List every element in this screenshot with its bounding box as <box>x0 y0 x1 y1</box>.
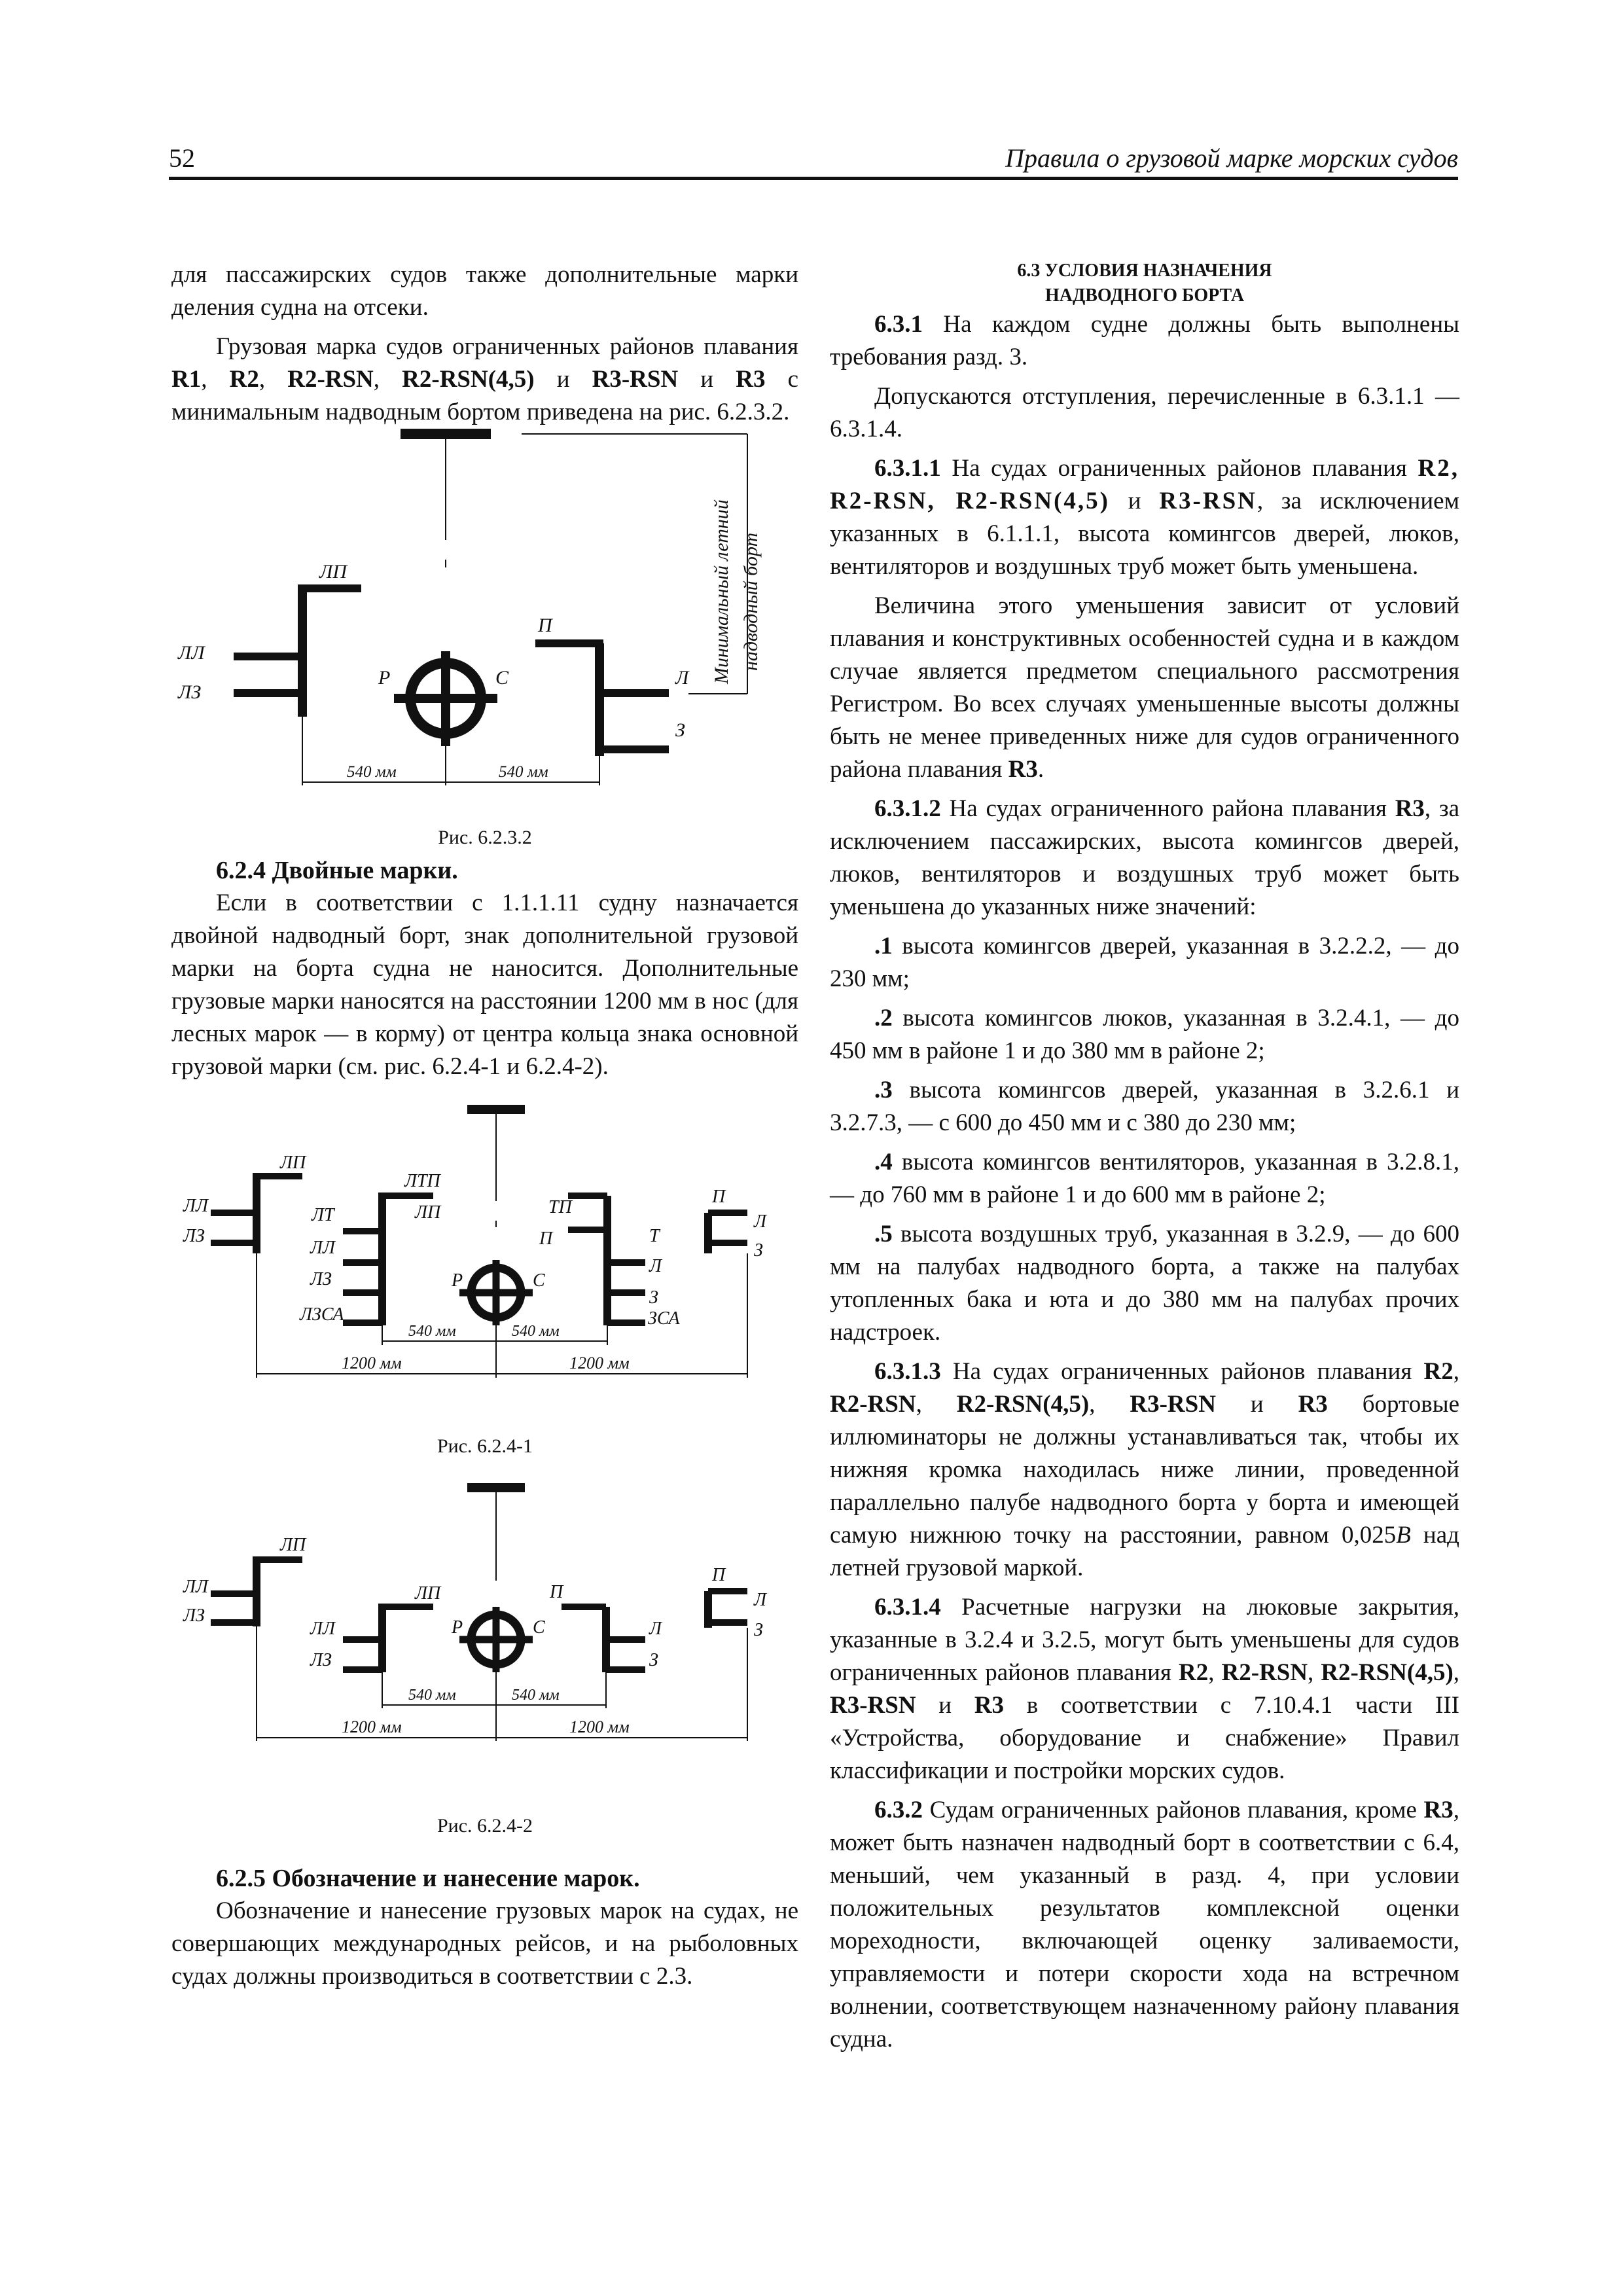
label-ll2: ЛЛ <box>310 1238 335 1258</box>
label-l: Л <box>649 1256 662 1276</box>
figure-6-2-4-1 <box>171 1096 798 1463</box>
label-r: Р <box>452 1617 463 1638</box>
label-lz: ЛЗ <box>178 681 202 703</box>
section-6-3-title: 6.3 УСЛОВИЯ НАЗНАЧЕНИЯ НАДВОДНОГО БОРТА <box>1017 260 1272 306</box>
paragraph: Грузовая марка судов ограниченных районов плавания R1, R2, R2-RSN, R2-RSN(4,5) и R3-RSN и R3 с минимальным надводным бортом приведена на рис. 6.2.3.2. <box>171 333 799 425</box>
label-lz2: ЛЗ <box>310 1269 332 1289</box>
figure-caption: Рис. 6.2.4-2 <box>437 1815 533 1837</box>
dim-1200-b: 1200 мм <box>569 1717 630 1736</box>
header-rule <box>169 177 1458 180</box>
label-p2: П <box>712 1187 726 1207</box>
vertical-label-1: Минимальный летний <box>711 499 732 684</box>
label-lp2: ЛП <box>415 1583 441 1604</box>
left-column <box>171 259 798 1993</box>
label-z2: З <box>754 1620 763 1640</box>
label-p: П <box>538 615 552 636</box>
dim-540-a: 540 мм <box>408 1687 456 1704</box>
paragraph-6-3-1-2: 6.3.1.2 На судах ограниченного района плавания R3, за исключением пассажирских, высота комингсов дверей, люков, вентиляторов и воздушных труб может быть уменьшена до указанных ниже значений: <box>830 795 1459 920</box>
dim-540-a: 540 мм <box>408 1323 456 1340</box>
section-6-2-4-title: 6.2.4 Двойные марки. <box>216 857 458 884</box>
label-lp: ЛП <box>280 1535 306 1555</box>
label-z: З <box>675 719 685 741</box>
label-lp: ЛП <box>280 1153 306 1173</box>
list-item: .1 высота комингсов дверей, указанная в 3.2.2.2, — до 230 мм; <box>830 933 1459 992</box>
label-ll: ЛЛ <box>183 1577 208 1597</box>
dim-540-b: 540 мм <box>512 1323 560 1340</box>
paragraph: Обозначение и нанесение грузовых марок на судах, не совершающих международных рейсов, и на рыболовных судах должны производиться в соответствии с 2.3. <box>171 1897 798 1990</box>
paragraph: Допускаются отступления, перечисленные в 6.3.1.1 — 6.3.1.4. <box>830 383 1459 442</box>
label-lz: ЛЗ <box>183 1226 205 1246</box>
dim-1200-a: 1200 мм <box>342 1717 402 1736</box>
dim-1200-b: 1200 мм <box>569 1354 630 1372</box>
label-lz2: ЛЗ <box>310 1650 332 1670</box>
list-item: .4 высота комингсов вентиляторов, указанная в 3.2.8.1, — до 760 мм в районе 1 и до 600 мм в районе 2; <box>830 1149 1459 1208</box>
label-lp2: ЛП <box>415 1202 441 1223</box>
label-lt: ЛТ <box>312 1205 334 1225</box>
label-s: С <box>495 667 509 689</box>
dim-1200-a: 1200 мм <box>342 1354 402 1372</box>
label-lzsa: ЛЗСА <box>300 1304 344 1325</box>
paragraph: для пассажирских судов также дополнительные марки деления судна на отсеки. <box>171 261 798 321</box>
label-p2: П <box>712 1565 726 1585</box>
label-s: С <box>533 1617 545 1638</box>
label-tp: ТП <box>548 1197 572 1217</box>
double-load-line-diagram-2 <box>171 1476 798 1810</box>
list-item: .5 высота воздушных труб, указанная в 3.2.9, — до 600 мм на палубах надводного борта, а также на палубах утопленных бака и юта и до 380 мм на палубах прочих надстроек. <box>830 1221 1459 1346</box>
label-ltp: ЛТП <box>404 1171 440 1191</box>
label-l: Л <box>649 1619 662 1639</box>
label-l: Л <box>675 667 689 689</box>
double-load-line-diagram-1 <box>171 1096 798 1430</box>
label-z: З <box>649 1650 658 1670</box>
paragraph-6-3-1-3: 6.3.1.3 На судах ограниченных районов плавания R2, R2-RSN, R2-RSN(4,5), R3-RSN и R3 бортовые иллюминаторы не должны устанавливаться так, чтобы их нижняя кромка находилась ниже линии, проведенной параллельно палубе надводного борта у борта и имеющей самую нижнюю точку на расстоянии, равном 0,025B над летней грузовой маркой. <box>830 1358 1459 1581</box>
label-l2: Л <box>754 1211 766 1232</box>
paragraph-6-3-1-1: 6.3.1.1 На судах ограниченных районов плавания R2, R2-RSN, R2-RSN(4,5) и R3-RSN, за исключением указанных в 6.1.1.1, высота комингсов дверей, люков, вентиляторов и воздушных труб может быть уменьшена. <box>830 455 1460 580</box>
label-lz: ЛЗ <box>183 1605 205 1626</box>
section-6-2-5-title: 6.2.5 Обозначение и нанесение марок. <box>216 1865 640 1892</box>
figure-caption: Рис. 6.2.4-1 <box>437 1435 533 1457</box>
label-l2: Л <box>754 1590 766 1610</box>
label-ll: ЛЛ <box>183 1196 208 1216</box>
label-zsa: ЗСА <box>648 1308 680 1329</box>
paragraph: Величина этого уменьшения зависит от условий плавания и конструктивных особенностей судна и в каждом случае является предметом специального рассмотрения Регистром. Во всех случаях уменьшенные высоты должны быть не менее приведенных ниже для судов ограниченного района плавания R3. <box>830 592 1459 783</box>
figure-6-2-3-2 <box>171 429 798 854</box>
vertical-label-2: надводный борт <box>740 532 762 671</box>
list-item: .2 высота комингсов люков, указанная в 3.2.4.1, — до 450 мм в районе 1 и до 380 мм в районе 2; <box>830 1005 1459 1064</box>
label-r: Р <box>378 667 391 689</box>
label-z2: З <box>754 1240 763 1261</box>
label-r: Р <box>452 1270 463 1291</box>
paragraph-6-3-2: 6.3.2 Судам ограниченных районов плавания, кроме R3, может быть назначен надводный борт в соответствии с 6.4, меньший, чем указанный в разд. 4, при условии положительных результатов комплексной оценки мореходности, включающей оценку заливаемости, управляемости и потери скорости хода на встречном волнении, соответствующем назначенному району плавания судна. <box>830 1797 1459 2053</box>
label-p: П <box>550 1582 563 1602</box>
right-column <box>830 259 1459 2056</box>
figure-6-2-4-2 <box>171 1476 798 1842</box>
paragraph-6-3-1-4: 6.3.1.4 Расчетные нагрузки на люковые закрытия, указанные в 3.2.4 и 3.2.5, могут быть уменьшены для судов ограниченных районов плавания R2, R2-RSN, R2-RSN(4,5), R3-RSN и R3 в соответствии с 7.10.4.1 части III «Устройства, оборудование и снабжение» Правил классификации и постройки морских судов. <box>830 1594 1460 1784</box>
figure-caption: Рис. 6.2.3.2 <box>438 827 532 848</box>
page-header <box>169 143 1458 182</box>
label-ll2: ЛЛ <box>310 1619 335 1639</box>
paragraph-6-3-1: 6.3.1 На каждом судне должны быть выполнены требования разд. 3. <box>830 311 1459 370</box>
paragraph: Если в соответствии с 1.1.1.11 судну назначается двойной надводный борт, знак дополнительной грузовой марки на борта судна не наносится. Дополнительные грузовые марки наносятся на расстоянии 1200 мм в нос (для лесных марок — в корму) от центра кольца знака основной грузовой марки (см. рис. 6.2.4-1 и 6.2.4-2). <box>171 889 798 1080</box>
label-t: Т <box>649 1226 660 1246</box>
label-z: З <box>649 1287 658 1308</box>
dim-540-left: 540 мм <box>347 763 397 781</box>
running-title: Правила о грузовой марке морских судов <box>1005 143 1458 173</box>
label-ll: ЛЛ <box>178 642 205 664</box>
load-line-diagram <box>171 429 798 821</box>
page-number: 52 <box>169 143 195 173</box>
label-p: П <box>539 1229 553 1249</box>
dim-540-b: 540 мм <box>512 1687 560 1704</box>
label-s: С <box>533 1270 545 1291</box>
label-lp: ЛП <box>319 561 347 583</box>
list-item: .3 высота комингсов дверей, указанная в 3.2.6.1 и 3.2.7.3, — с 600 до 450 мм и с 380 до 230 мм; <box>830 1077 1459 1136</box>
dim-540-right: 540 мм <box>499 763 548 781</box>
